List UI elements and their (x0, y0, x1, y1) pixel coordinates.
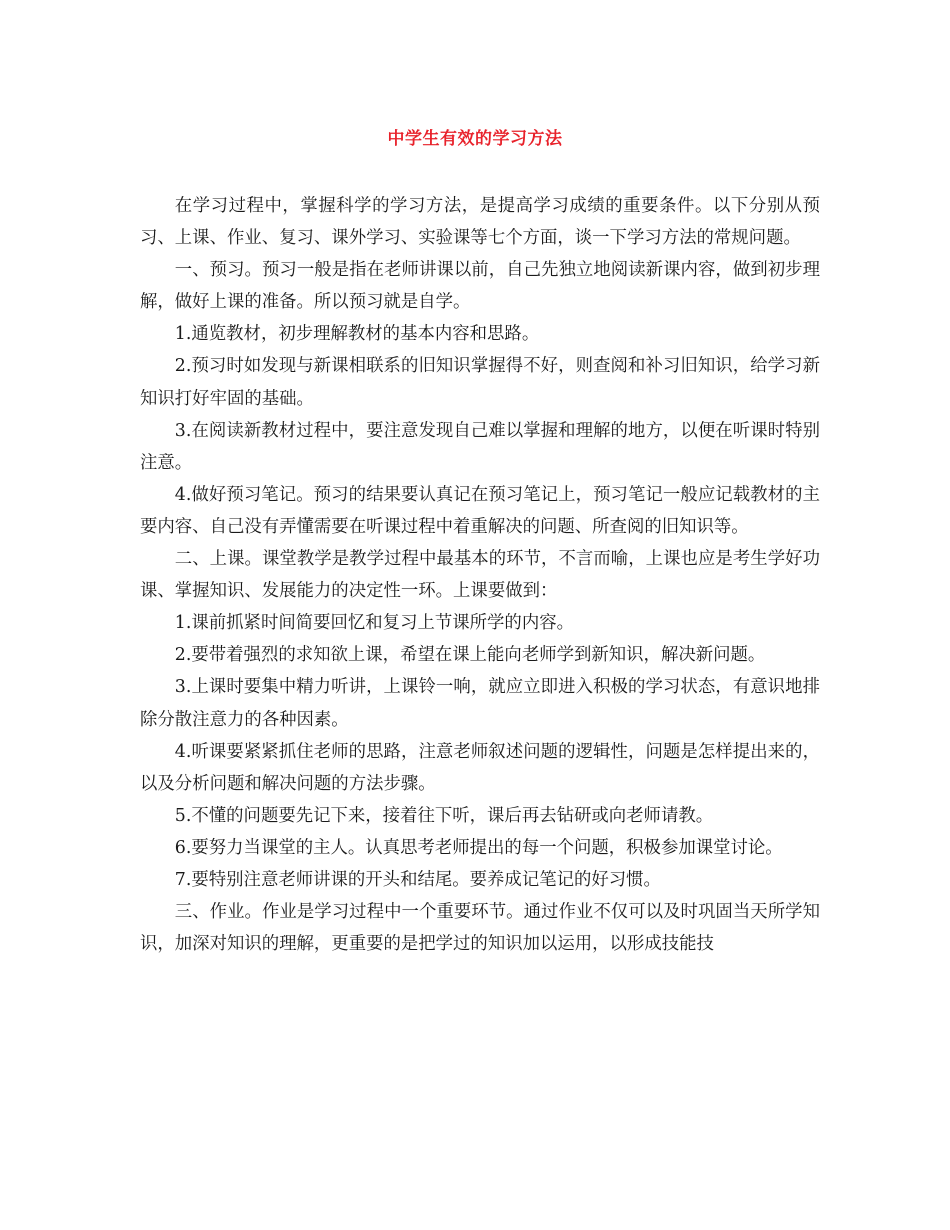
paragraph-preview-item-4: 4.做好预习笔记。预习的结果要认真记在预习笔记上，预习笔记一般应记载教材的主要内容、自己没有弄懂需要在听课过程中着重解决的问题、所查阅的旧知识等。 (140, 484, 820, 537)
paragraph-class-item-6: 6.要努力当课堂的主人。认真思考老师提出的每一个问题，积极参加课堂讨论。 (174, 837, 783, 858)
paragraph-class-item-4: 4.听课要紧紧抓住老师的思路，注意老师叙述问题的逻辑性，问题是怎样提出来的，以及分析问题和解决问题的方法步骤。 (140, 741, 820, 794)
paragraph-class-item-5: 5.不懂的问题要先记下来，接着往下听，课后再去钻研或向老师请教。 (174, 805, 714, 826)
paragraph-homework-heading: 三、作业。作业是学习过程中一个重要环节。通过作业不仅可以及时巩固当天所学知识，加深对知识的理解，更重要的是把学过的知识加以运用，以形成技能技 (140, 902, 820, 955)
paragraph-preview-item-1: 1.通览教材，初步理解教材的基本内容和思路。 (174, 324, 540, 345)
paragraph-intro: 在学习过程中，掌握科学的学习方法，是提高学习成绩的重要条件。以下分别从预习、上课、作业、复习、课外学习、实验课等七个方面，谈一下学习方法的常规问题。 (140, 196, 820, 249)
paragraph-class-item-3: 3.上课时要集中精力听讲，上课铃一响，就应立即进入积极的学习状态，有意识地排除分散注意力的各种因素。 (140, 677, 820, 730)
paragraph-class-heading: 二、上课。课堂教学是教学过程中最基本的环节，不言而喻，上课也应是考生学好功课、掌握知识、发展能力的决定性一环。上课要做到： (140, 549, 820, 602)
document-body (140, 190, 820, 960)
paragraph-preview-heading: 一、预习。预习一般是指在老师讲课以前，自己先独立地阅读新课内容，做到初步理解，做好上课的准备。所以预习就是自学。 (140, 260, 820, 313)
paragraph-preview-item-2: 2.预习时如发现与新课相联系的旧知识掌握得不好，则查阅和补习旧知识，给学习新知识打好牢固的基础。 (140, 356, 820, 409)
paragraph-class-item-1: 1.课前抓紧时间简要回忆和复习上节课所学的内容。 (174, 613, 574, 634)
document-title: 中学生有效的学习方法 (387, 129, 563, 149)
paragraph-class-item-7: 7.要特别注意老师讲课的开头和结尾。要养成记笔记的好习惯。 (174, 869, 661, 890)
paragraph-class-item-2: 2.要带着强烈的求知欲上课，希望在课上能向老师学到新知识，解决新问题。 (174, 645, 766, 666)
paragraph-preview-item-3: 3.在阅读新教材过程中，要注意发现自己难以掌握和理解的地方，以便在听课时特别注意。 (140, 420, 820, 473)
